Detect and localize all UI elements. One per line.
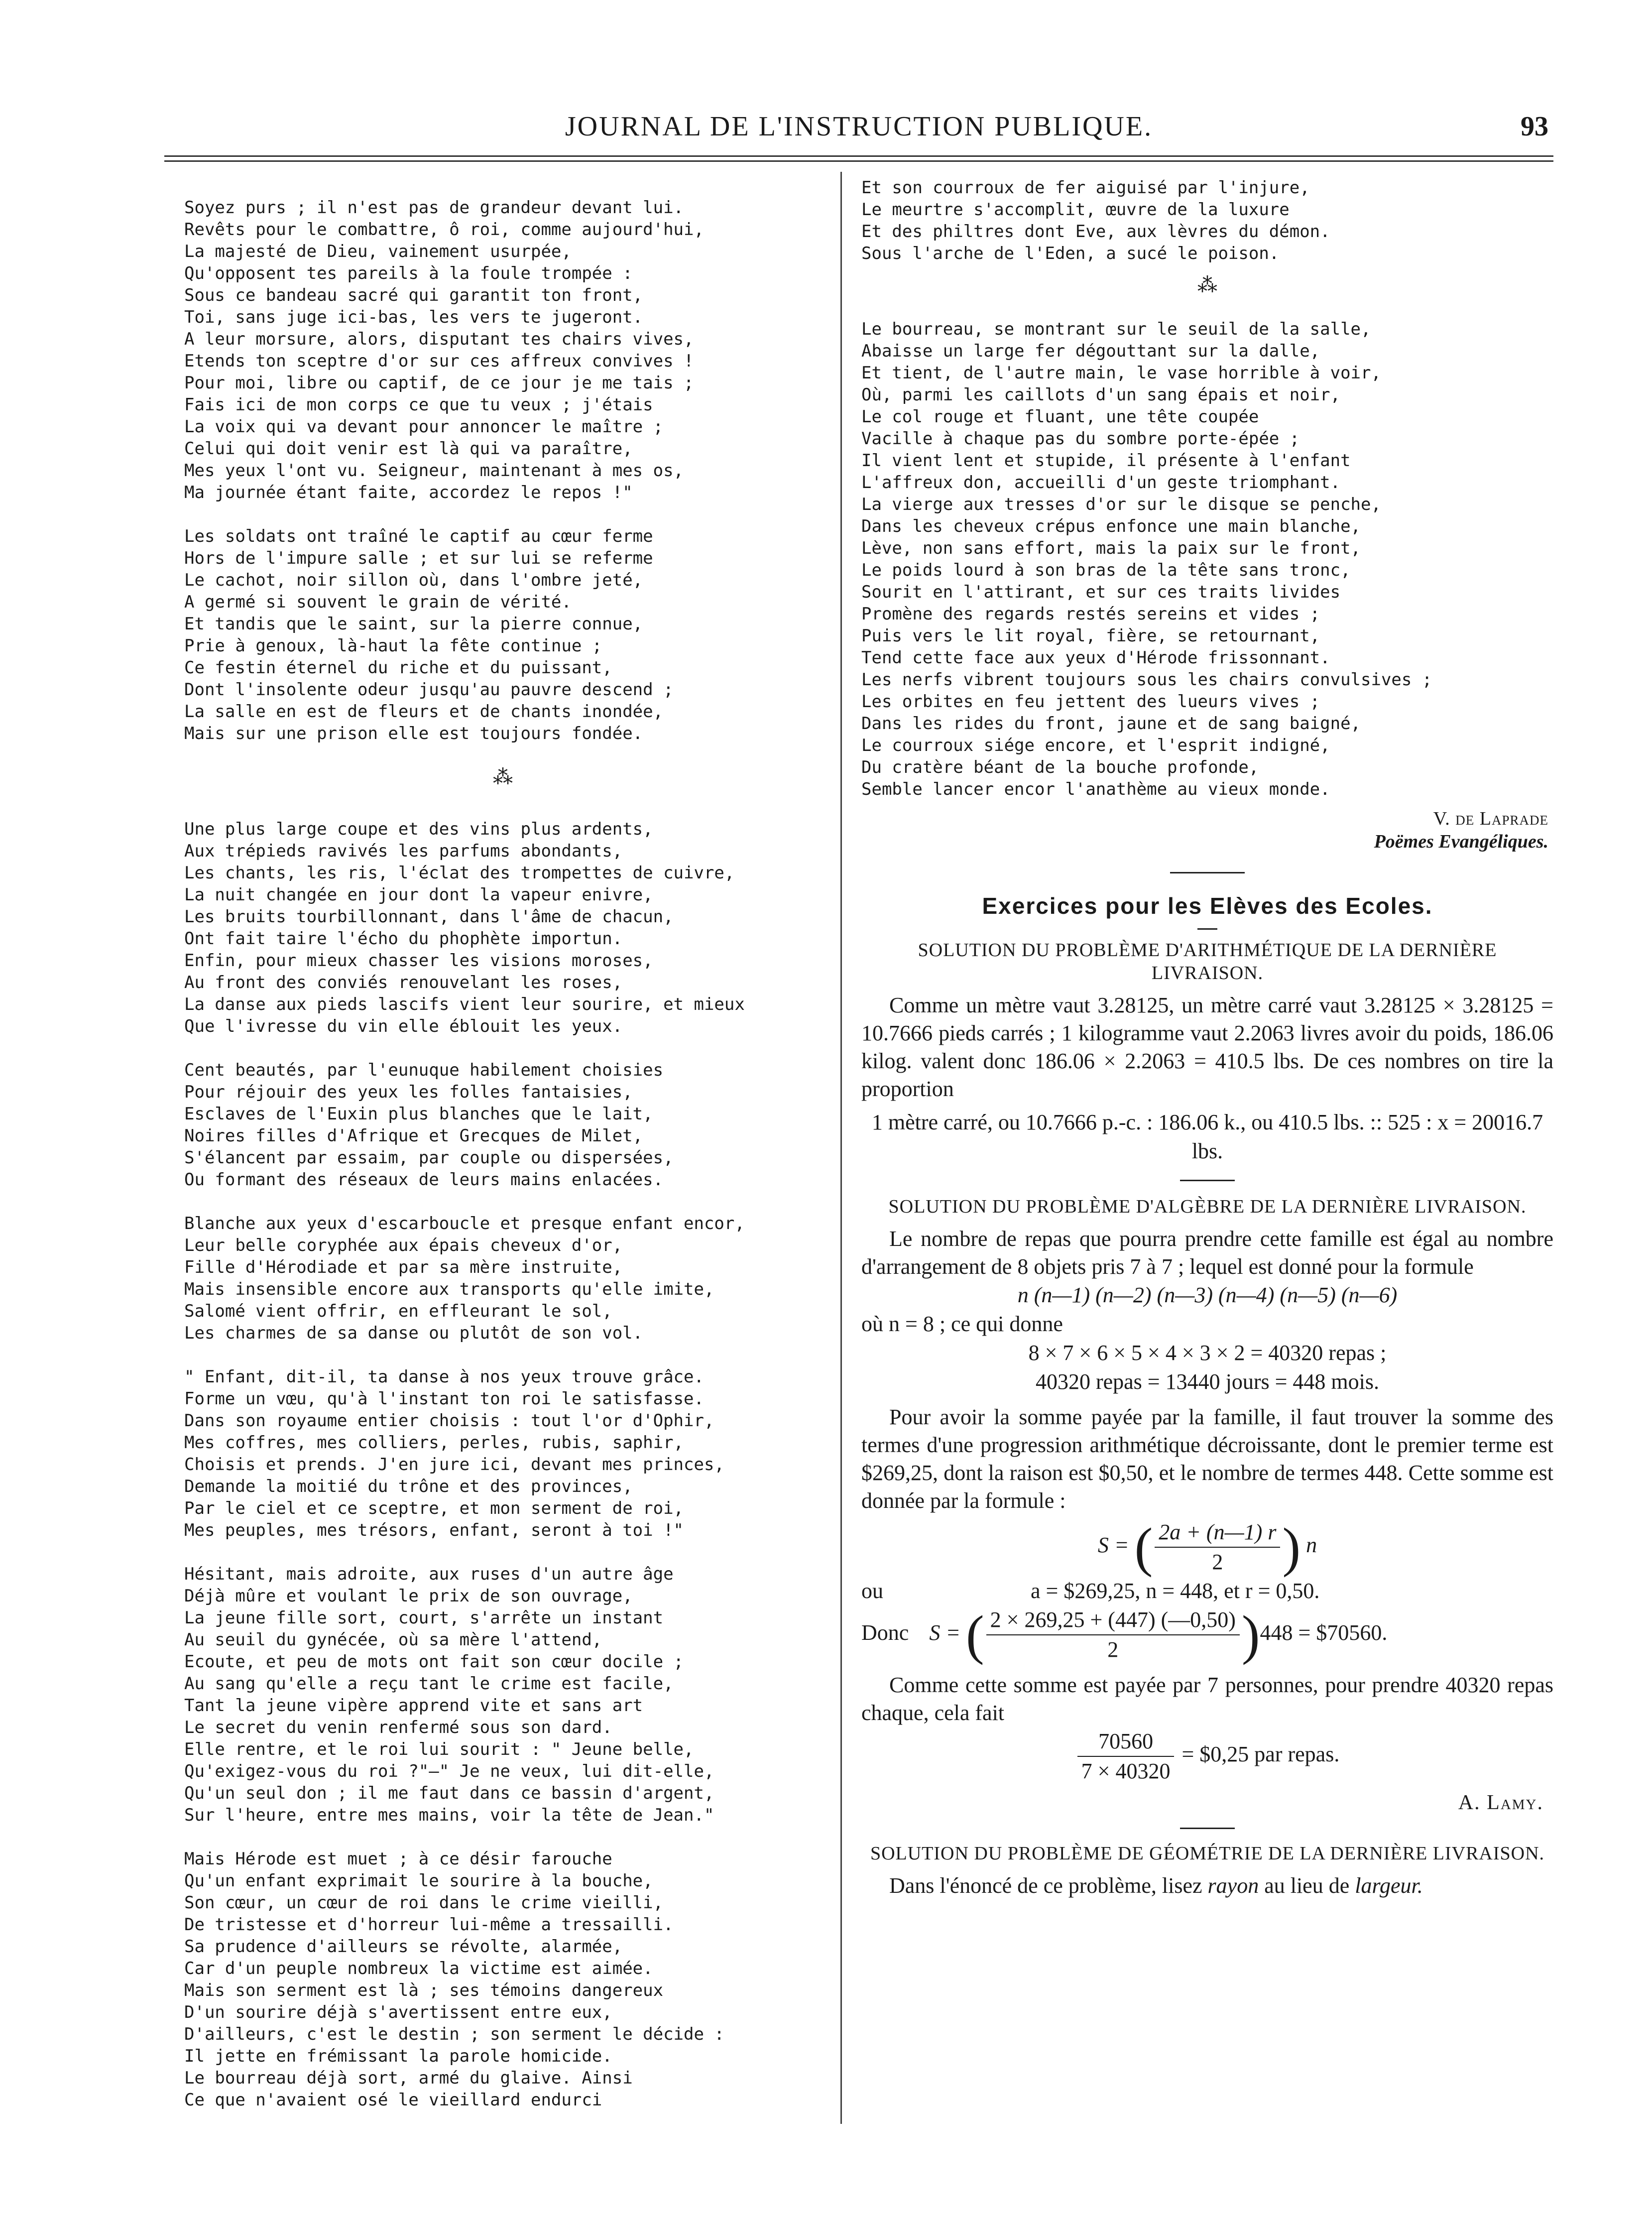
verse-line: Esclaves de l'Euxin plus blanches que le lait, — [184, 1104, 653, 1124]
journal-title: JOURNAL DE L'INSTRUCTION PUBLIQUE. — [565, 111, 1153, 142]
verse-line: Le bourreau, se montrant sur le seuil de la salle, — [861, 319, 1371, 339]
arithmetic-paragraph: Comme un mètre vaut 3.28125, un mètre carré vaut 3.28125 × 3.28125 = 10.7666 pieds carrés ; 1 kilogramme vaut 2.2063 livres avoir du poids, 186.06 kilog. valent donc 186.06 × 2.2063 = 410.5 lbs. De ces nombres on tire la proportion — [861, 993, 1553, 1101]
verse-line: Sourit en l'attirant, et sur ces traits livides — [861, 582, 1341, 602]
poem-stanza — [184, 1059, 822, 1191]
verse-line: Cent beautés, par l'eunuque habilement choisies — [184, 1060, 664, 1080]
per-meal-formula: $\frac{70560}{7 \times 40320}$ = $0,25 par repas. — [861, 1727, 1553, 1786]
poem-stanza — [184, 1563, 822, 1826]
algebra-solution-title: SOLUTION DU PROBLÈME D'ALGÈBRE DE LA DERNIÈRE LIVRAISON. — [888, 1196, 1527, 1217]
verse-line: Une plus large coupe et des vins plus ardents, — [184, 819, 653, 839]
verse-line: Pour moi, libre ou captif, de ce jour je me tais ; — [184, 373, 694, 393]
verse-line: Le col rouge et fluant, une tête coupée — [861, 407, 1259, 427]
verse-line: A germé si souvent le grain de vérité. — [184, 592, 572, 612]
verse-line: Enfin, pour mieux chasser les visions moroses, — [184, 951, 653, 971]
verse-line: Il vient lent et stupide, il présente à l'enfant — [861, 451, 1351, 471]
verse-line: Lève, non sans effort, mais la paix sur le front, — [861, 538, 1361, 558]
section-rule — [1170, 872, 1245, 873]
verse-line: Noires filles d'Afrique et Grecques de Milet, — [184, 1126, 643, 1146]
verse-line: Abaisse un large fer dégouttant sur la dalle, — [861, 341, 1320, 361]
algebra-substitution: où n = 8 ; ce qui donne — [861, 1312, 1063, 1336]
verse-line: Ecoute, et peu de mots ont fait son cœur docile ; — [184, 1652, 684, 1672]
poem-stanza — [184, 525, 822, 744]
algebra-calc-2: 40320 repas = 13440 jours = 448 mois. — [1035, 1369, 1380, 1394]
formula-n: n — [1306, 1533, 1317, 1558]
verse-line: Et tandis que le saint, sur la pierre connue, — [184, 614, 643, 634]
verse-line: Du cratère béant de la bouche profonde, — [861, 757, 1259, 777]
poem-stanza — [184, 1366, 822, 1541]
verse-line: La vierge aux tresses d'or sur le disque se penche, — [861, 494, 1381, 514]
verse-line: Les soldats ont traîné le captif au cœur ferme — [184, 526, 653, 546]
verse-line: Dans son royaume entier choisis : tout l'or d'Ophir, — [184, 1411, 714, 1431]
verse-line: Soyez purs ; il n'est pas de grandeur devant lui. — [184, 198, 684, 218]
verse-line: Ce que n'avaient osé le vieillard endurci — [184, 2090, 602, 2110]
verse-line: Qu'opposent tes pareils à la foule trompée : — [184, 263, 633, 283]
verse-line: Le cachot, noir sillon où, dans l'ombre jeté, — [184, 570, 643, 590]
poem-stanza — [184, 818, 822, 1037]
verse-line: Sous ce bandeau sacré qui garantit ton front, — [184, 285, 643, 305]
result-formula: Donc S = ( $\frac{2 \times 269,25 + (447) (—0,50)}{2}$ )448 = $70560. — [861, 1604, 1388, 1665]
verse-line: " Enfant, dit-il, ta danse à nos yeux trouve grâce. — [184, 1367, 704, 1387]
verse-line: La danse aux pieds lascifs vient leur sourire, et mieux — [184, 994, 745, 1014]
verse-line: Le poids lourd à son bras de la tête sans tronc, — [861, 560, 1351, 580]
verse-line: Etends ton sceptre d'or sur ces affreux convives ! — [184, 351, 694, 371]
verse-line: Ou formant des réseaux de leurs mains enlacées. — [184, 1170, 664, 1190]
verse-line: Dans les rides du front, jaune et de sang baigné, — [861, 714, 1361, 734]
right-column — [861, 177, 1553, 1900]
verse-line: Les orbites en feu jettent des lueurs vives ; — [861, 692, 1320, 712]
verse-line: D'un sourire déjà s'avertissent entre eux, — [184, 2002, 612, 2022]
algebra-paragraph: Comme cette somme est payée par 7 personnes, pour prendre 40320 repas chaque, cela fait — [861, 1673, 1553, 1725]
verse-line: La jeune fille sort, court, s'arrête un instant — [184, 1608, 664, 1628]
left-column — [184, 197, 822, 2111]
result-value: 448 = $70560. — [1260, 1620, 1388, 1645]
poet-name: V. de Laprade — [1433, 808, 1548, 829]
verse-line: Vacille à chaque pas du sombre porte-épée ; — [861, 429, 1300, 449]
verse-line: Pour réjouir des yeux les folles fantaisies, — [184, 1082, 633, 1102]
author-signature: A. Lamy. — [1458, 1791, 1543, 1814]
verse-line: La voix qui va devant pour annoncer le maître ; — [184, 417, 664, 437]
algebra-calc-1: 8 × 7 × 6 × 5 × 4 × 3 × 2 = 40320 repas ; — [1028, 1341, 1387, 1365]
verse-line: Le bourreau déjà sort, armé du glaive. Ainsi — [184, 2068, 633, 2088]
verse-line: Elle rentre, et le roi lui sourit : " Jeune belle, — [184, 1739, 694, 1759]
poem-stanza — [184, 1213, 822, 1344]
geometry-solution-title: SOLUTION DU PROBLÈME DE GÉOMÉTRIE DE LA DERNIÈRE LIVRAISON. — [870, 1843, 1545, 1864]
verse-line: Sa prudence d'ailleurs se révolte, alarmée, — [184, 1937, 623, 1957]
verse-line: Les charmes de sa danse ou plutôt de son vol. — [184, 1323, 643, 1343]
header-rule-bottom — [164, 160, 1553, 162]
poem-stanza — [861, 318, 1553, 800]
verse-line: L'affreux don, accueilli d'un geste triomphant. — [861, 473, 1341, 493]
verse-line: Par le ciel et ce sceptre, et mon serment de roi, — [184, 1498, 684, 1518]
verse-line: Mais insensible encore aux transports qu'elle imite, — [184, 1279, 714, 1299]
page-header — [164, 105, 1553, 149]
permutation-formula: n (n—1) (n—2) (n—3) (n—4) (n—5) (n—6) — [1017, 1283, 1398, 1307]
verse-line: Ce festin éternel du riche et du puissant, — [184, 658, 612, 678]
formula-values: a = $269,25, n = 448, et r = 0,50. — [1031, 1579, 1320, 1603]
verse-line: Et des philtres dont Eve, aux lèvres du démon. — [861, 222, 1330, 242]
per-meal-fraction: $\frac{70560}{7 \times 40320}$ — [1077, 1727, 1175, 1786]
verse-line: Dont l'insolente odeur jusqu'au pauvre descend ; — [184, 680, 674, 700]
result-fraction: $\frac{2 \times 269,25 + (447) (—0,50)}{2}$ — [986, 1605, 1240, 1664]
verse-line: Celui qui doit venir est là qui va paraître, — [184, 439, 633, 459]
page-number: 93 — [1521, 111, 1548, 142]
verse-line: Prie à genoux, là-haut la fête continue ; — [184, 636, 602, 656]
verse-line: Hésitant, mais adroite, aux ruses d'un autre âge — [184, 1564, 674, 1584]
verse-line: Sous l'arche de l'Eden, a sucé le poison. — [861, 244, 1280, 263]
verse-line: Qu'un enfant exprimait le sourire à la bouche, — [184, 1871, 653, 1891]
poem-stanza — [184, 197, 822, 503]
arithmetic-proportion: 1 mètre carré, ou 10.7666 p.-c. : 186.06 k., ou 410.5 lbs. :: 525 : x = 20016.7 lbs. — [871, 1110, 1543, 1163]
formula-fraction: $\frac{2a + (n—1) r}{2}$ — [1155, 1518, 1280, 1577]
verse-line: Mes yeux l'ont vu. Seigneur, maintenant à mes os, — [184, 461, 684, 481]
verse-line: Toi, sans juge ici-bas, les vers te jugeront. — [184, 307, 643, 327]
section-rule — [1180, 1180, 1235, 1181]
verse-line: Revêts pour le combattre, ô roi, comme aujourd'hui, — [184, 220, 704, 240]
verse-line: La majesté de Dieu, vainement usurpée, — [184, 242, 572, 261]
verse-line: Les chants, les ris, l'éclat des trompettes de cuivre, — [184, 863, 735, 883]
verse-line: Blanche aux yeux d'escarboucle et presque enfant encor, — [184, 1214, 745, 1233]
verse-line: Que l'ivresse du vin elle éblouit les yeux. — [184, 1016, 623, 1036]
algebra-paragraph: Pour avoir la somme payée par la famille, il faut trouver la somme des termes d'une progression arithmétique décroissante, dont le premier terme est $269,25, dont la raison est $0,50, et le nombre de termes 448. Cette somme est donnée par la formule : — [861, 1405, 1553, 1513]
verse-line: De tristesse et d'horreur lui-même a tressailli. — [184, 1915, 674, 1935]
verse-line: A leur morsure, alors, disputant tes chairs vives, — [184, 329, 694, 349]
verse-line: Et son courroux de fer aiguisé par l'injure, — [861, 178, 1310, 198]
verse-line: Et tient, de l'autre main, le vase horrible à voir, — [861, 363, 1381, 383]
verse-line: Mais sur une prison elle est toujours fondée. — [184, 724, 643, 743]
section-rule — [1197, 928, 1217, 930]
poem-collection: Poëmes Evangéliques. — [1374, 831, 1548, 852]
sum-formula: S = ( $\frac{2a + (n—1) r}{2}$ ) n — [1097, 1517, 1317, 1578]
verse-line: Fille d'Hérodiade et par sa mère instruite, — [184, 1257, 623, 1277]
verse-line: Hors de l'impure salle ; et sur lui se referme — [184, 548, 653, 568]
verse-line: La nuit changée en jour dont la vapeur enivre, — [184, 885, 653, 905]
verse-line: Au front des conviés renouvelant les roses, — [184, 973, 623, 992]
verse-line: Le courroux siége encore, et l'esprit indigné, — [861, 736, 1330, 755]
verse-line: Puis vers le lit royal, fière, se retournant, — [861, 626, 1320, 646]
verse-line: Mais son serment est là ; ses témoins dangereux — [184, 1980, 664, 2000]
verse-line: Au sang qu'elle a reçu tant le crime est facile, — [184, 1674, 674, 1694]
verse-line: Son cœur, un cœur de roi dans le crime vieilli, — [184, 1893, 664, 1913]
verse-line: Tend cette face aux yeux d'Hérode frissonnant. — [861, 648, 1330, 668]
algebra-paragraph: Le nombre de repas que pourra prendre cette famille est égal au nombre d'arrangement de 8 objets pris 7 à 7 ; lequel est donné pour la formule — [861, 1227, 1553, 1279]
values-row: ou a = $269,25, n = 448, et r = 0,50. — [861, 1577, 1553, 1605]
verse-line: Sur l'heure, entre mes mains, voir la tête de Jean." — [184, 1805, 714, 1825]
verse-line: Déjà mûre et voulant le prix de son ouvrage, — [184, 1586, 633, 1606]
arithmetic-solution-title: SOLUTION DU PROBLÈME D'ARITHMÉTIQUE DE LA DERNIÈRE LIVRAISON. — [918, 940, 1497, 984]
verse-line: Salomé vient offrir, en effleurant le sol, — [184, 1301, 612, 1321]
verse-line: Le meurtre s'accomplit, œuvre de la luxure — [861, 200, 1290, 220]
verse-line: S'élancent par essaim, par couple ou dispersées, — [184, 1148, 674, 1168]
asterism-ornament: ⁂ — [1197, 274, 1217, 297]
verse-line: Choisis et prends. J'en jure ici, devant mes princes, — [184, 1455, 724, 1475]
verse-line: Les nerfs vibrent toujours sous les chairs convulsives ; — [861, 670, 1432, 690]
header-rule-top — [164, 155, 1553, 157]
verse-line: Les bruits tourbillonnant, dans l'âme de chacun, — [184, 907, 674, 927]
verse-line: Demande la moitié du trône et des provinces, — [184, 1477, 633, 1496]
verse-line: Dans les cheveux crépus enfonce une main blanche, — [861, 516, 1361, 536]
section-title: Exercices pour les Elèves des Ecoles. — [982, 893, 1433, 919]
verse-line: Mes peuples, mes trésors, enfant, seront à toi !" — [184, 1520, 684, 1540]
verse-line: Qu'un seul don ; il me faut dans ce bassin d'argent, — [184, 1783, 714, 1803]
column-divider — [840, 172, 842, 2124]
verse-line: Ma journée étant faite, accordez le repos !" — [184, 483, 633, 502]
asterism-ornament: ⁂ — [493, 766, 513, 789]
verse-line: Car d'un peuple nombreux la victime est aimée. — [184, 1959, 653, 1978]
verse-line: Mes coffres, mes colliers, perles, rubis, saphir, — [184, 1433, 684, 1453]
verse-line: Ont fait taire l'écho du phophète importun. — [184, 929, 623, 949]
verse-line: Au seuil du gynécée, où sa mère l'attend, — [184, 1630, 602, 1650]
verse-line: Forme un vœu, qu'à l'instant ton roi le satisfasse. — [184, 1389, 704, 1409]
verse-line: Fais ici de mon corps ce que tu veux ; j'étais — [184, 395, 653, 415]
poem-signature — [861, 807, 1553, 853]
formula-s: S = — [1097, 1533, 1129, 1558]
poem-stanza — [861, 177, 1553, 264]
verse-line: Tant la jeune vipère apprend vite et sans art — [184, 1696, 643, 1716]
verse-line: Semble lancer encor l'anathème au vieux monde. — [861, 779, 1330, 799]
verse-line: Le secret du venin renfermé sous son dard. — [184, 1718, 612, 1737]
verse-line: Qu'exigez-vous du roi ?"—" Je ne veux, lui dit-elle, — [184, 1761, 714, 1781]
geometry-paragraph: Dans l'énoncé de ce problème, lisez rayon au lieu de largeur. — [889, 1873, 1423, 1898]
verse-line: La salle en est de fleurs et de chants inondée, — [184, 702, 664, 722]
verse-line: Aux trépieds ravivés les parfums abondants, — [184, 841, 623, 861]
verse-line: Leur belle coryphée aux épais cheveux d'or, — [184, 1235, 623, 1255]
verse-line: D'ailleurs, c'est le destin ; son serment le décide : — [184, 2024, 724, 2044]
verse-line: Il jette en frémissant la parole homicide. — [184, 2046, 612, 2066]
verse-line: Mais Hérode est muet ; à ce désir farouche — [184, 1849, 612, 1869]
verse-line: Promène des regards restés sereins et vides ; — [861, 604, 1320, 624]
section-rule — [1180, 1828, 1235, 1829]
poem-stanza — [184, 1848, 822, 2111]
verse-line: Où, parmi les caillots d'un sang épais et noir, — [861, 385, 1341, 405]
